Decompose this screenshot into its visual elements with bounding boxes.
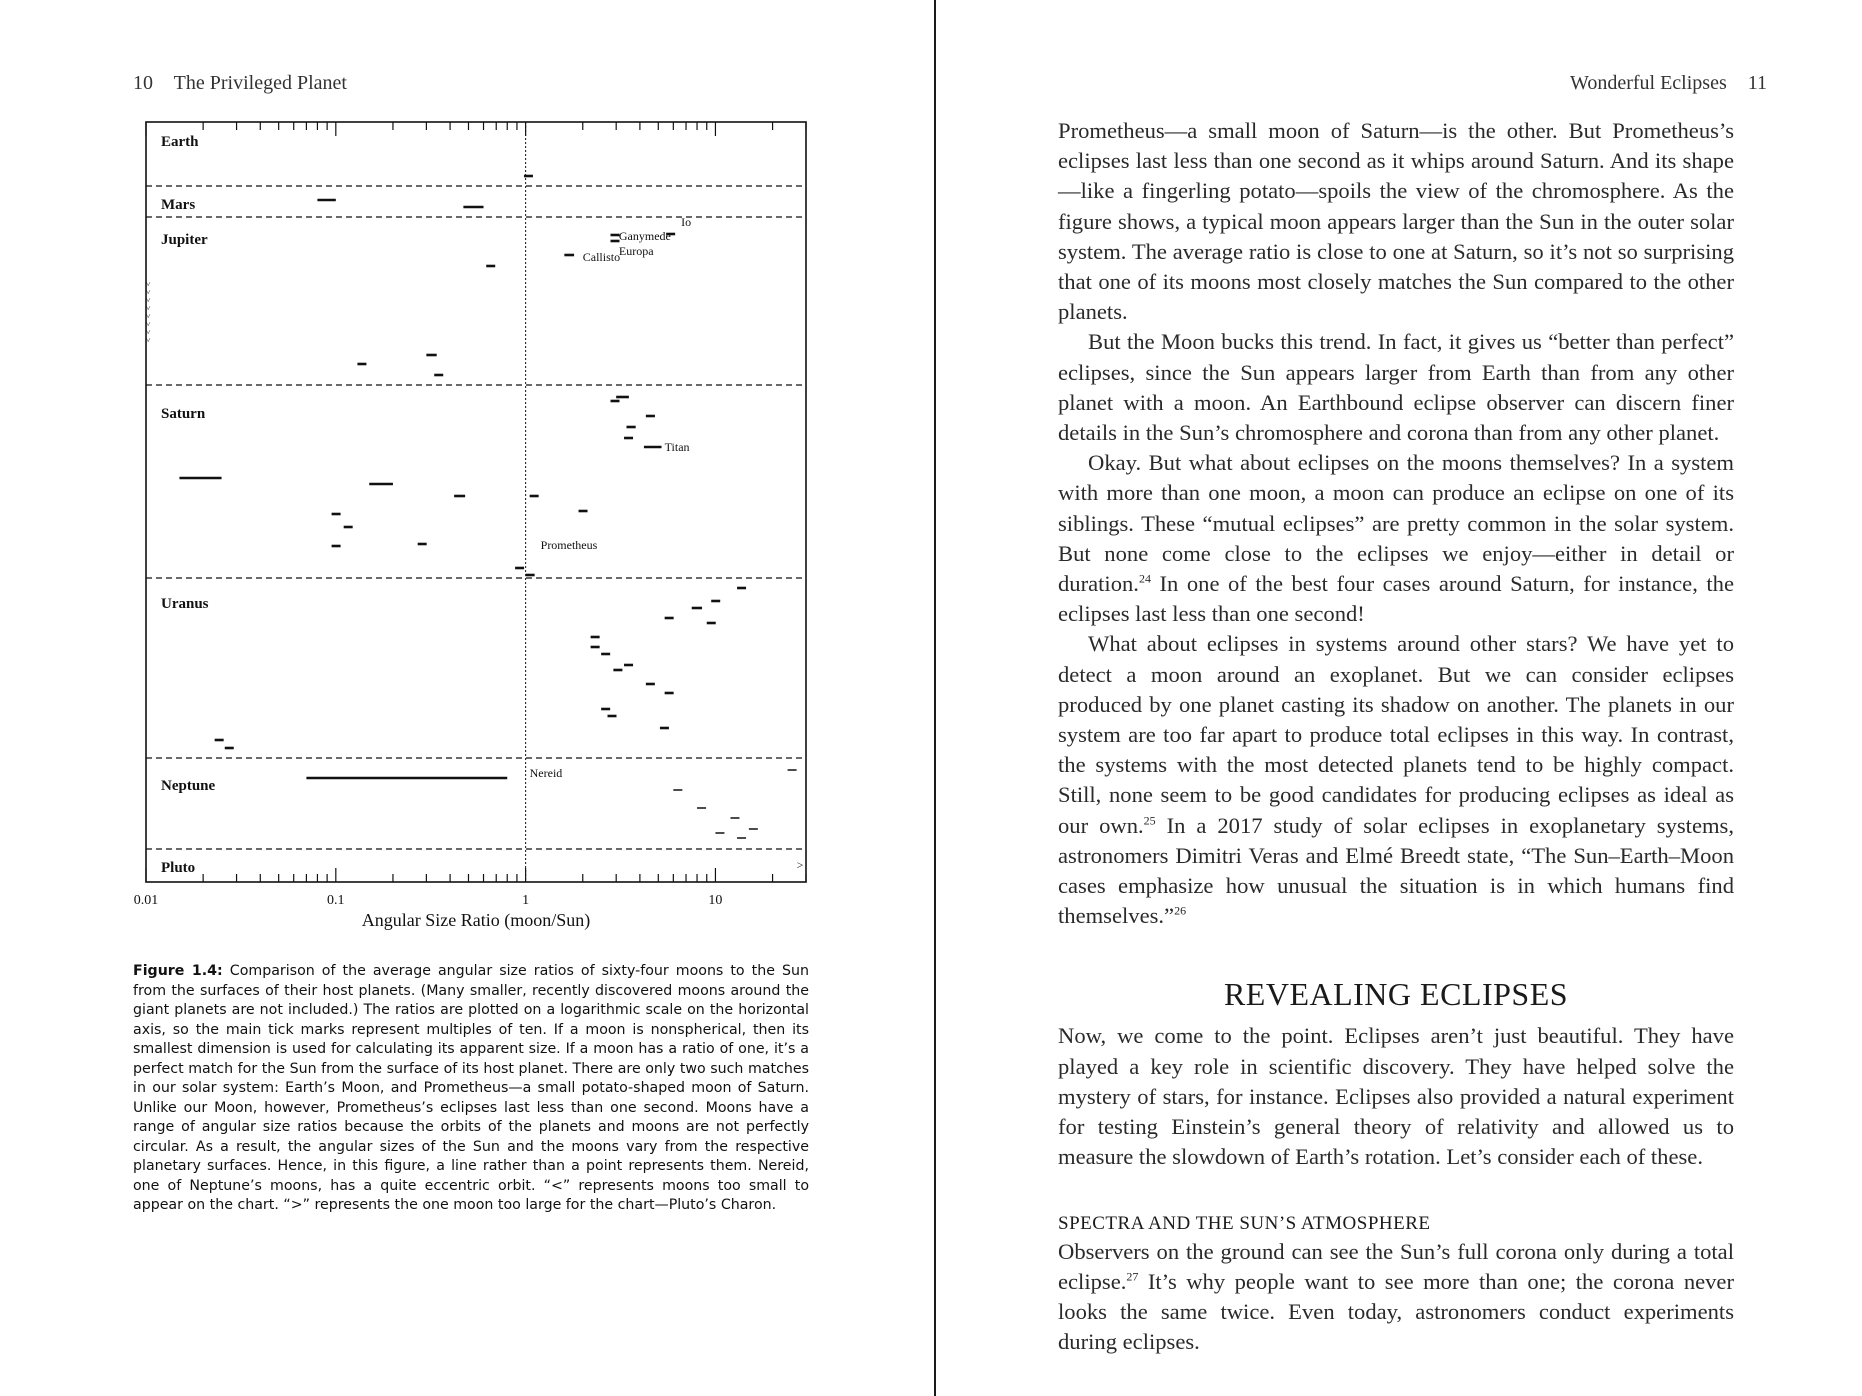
- figure-caption: [133, 962, 809, 1216]
- paragraph: [1058, 1021, 1734, 1172]
- panel-label-neptune: Neptune: [161, 778, 216, 794]
- paragraph: [1058, 448, 1734, 629]
- too-small-marker: <: [144, 289, 153, 295]
- moon-label-europa: Europa: [618, 244, 654, 258]
- caption-text: Comparison of the average angular size ratios of sixty-four moons to the Sun from the surfaces of their host planets. (Many smaller, recently discovered moons around the giant planets are not included.) The ratios are plotted on a logarithmic scale on the horizontal axis, so the main tick marks represent multiples of ten. If a moon is nonspherical, then its smallest dimension is used for calculating its apparent size. If a moon has a ratio of one, it’s a perfect match for the Sun from the surface of its host planet. There are only two such matches in our solar system: Earth’s Moon, and Prometheus—a small potato-shaped moon of Saturn. Unlike our Moon, however, Prometheus’s eclipses last less than one second. Moons have a range of angular size ratios because the orbits of the planets and moons are not perfectly circular. As a result, the angular sizes of the Sun and the moons vary from the respective planetary surfaces. Hence, in this figure, a line rather than a point represents them. Nereid, one of Neptune’s moons, has a quite eccentric orbit. “<” represents moons too small to appear on the chart. “>” represents the one moon too large for the chart—Pluto’s Charon.: [133, 963, 809, 1213]
- panel-label-earth: Earth: [161, 134, 199, 150]
- moon-label-nereid: Nereid: [529, 766, 563, 780]
- too-small-marker: <: [144, 313, 153, 319]
- right-page-number: 11: [1747, 72, 1767, 94]
- panel-label-uranus: Uranus: [161, 596, 209, 612]
- angular-size-chart: [130, 118, 830, 943]
- paragraph-text: Now, we come to the point. Eclipses aren’t just beautiful. They have played a key role in scientific discovery. They have helped solve the mystery of stars, for instance. Eclipses also provided a natural experiment for testing Einstein’s general theory of relativity and allowed us to measure the slowdown of Earth’s rotation. Let’s consider each of these.: [1058, 1023, 1734, 1170]
- x-axis-label: Angular Size Ratio (moon/Sun): [361, 910, 591, 930]
- paragraph-text: It’s why people want to see more than one; the corona never looks the same twice. Even today, astronomers conduct experiments during eclipses.: [1058, 1268, 1734, 1355]
- book-title: The Privileged Planet: [173, 72, 347, 94]
- plot-frame: [146, 122, 806, 882]
- x-tick-label: 0.1: [327, 893, 345, 908]
- moon-label-titan: Titan: [664, 440, 690, 454]
- chapter-title: Wonderful Eclipses: [1570, 72, 1727, 94]
- moon-label-prometheus: Prometheus: [540, 538, 598, 552]
- panel-label-saturn: Saturn: [161, 406, 206, 422]
- too-small-marker: <: [144, 321, 153, 327]
- paragraph-text: But the Moon bucks this trend. In fact, it gives us “better than perfect” eclipses, since the Sun appears larger from Earth than from any other planet with a moon. An Earthbound eclipse observer can discern finer details in the Sun’s chromosphere and corona than from any other planet.: [1058, 329, 1734, 446]
- paragraph: [1058, 1237, 1734, 1358]
- too-small-marker: <: [144, 329, 153, 335]
- caption-label: Figure 1.4:: [133, 963, 223, 979]
- paragraph: [1058, 327, 1734, 448]
- paragraph: [1058, 116, 1734, 327]
- too-small-marker: <: [144, 297, 153, 303]
- left-running-head: [133, 72, 347, 95]
- paragraph-text: In one of the best four cases around Saturn, for instance, the eclipses last less than one second!: [1058, 571, 1734, 627]
- moon-label-ganymede: Ganymede: [618, 229, 671, 243]
- moon-label-io: Io: [681, 215, 692, 229]
- too-small-marker: <: [144, 337, 153, 343]
- footnote-ref: 24: [1138, 571, 1151, 586]
- footnote-ref: 26: [1174, 903, 1187, 918]
- subsection-heading: SPECTRA AND THE SUN’S ATMOSPHERE: [1058, 1212, 1431, 1234]
- paragraph: [1058, 629, 1734, 931]
- x-tick-label: 10: [708, 893, 723, 908]
- right-running-head: [1570, 72, 1767, 95]
- moon-label-callisto: Callisto: [582, 250, 621, 264]
- book-spine: [934, 0, 936, 1396]
- too-small-marker: <: [144, 281, 153, 287]
- paragraph-text: What about eclipses in systems around other stars? We have yet to detect a moon around an exoplanet. But we can consider eclipses produced by one planet casting its shadow on another. The planets in our system are too far apart to produce total eclipses in this way. In contrast, the systems with the most detected planets tend to be highly compact. Still, none seem to be good candidates for producing eclipses as ideal as our own.: [1058, 631, 1734, 838]
- paragraph-text: Okay. But what about eclipses on the moons themselves? In a system with more than one moon, a moon can produce an eclipse on one of its siblings. These “mutual eclipses” are pretty common in the solar system. But none come close to the eclipses we enjoy—either in detail or duration.: [1058, 450, 1734, 597]
- x-tick-label: 0.01: [133, 893, 159, 908]
- chart-svg: [130, 118, 830, 938]
- too-small-marker: <: [144, 305, 153, 311]
- paragraph-text: Observers on the ground can see the Sun’s full corona only during a total eclipse.: [1058, 1238, 1734, 1294]
- footnote-ref: 27: [1126, 1269, 1139, 1284]
- section-heading: REVEALING ECLIPSES: [1223, 976, 1569, 1013]
- paragraph-text: Prometheus—a small moon of Saturn—is the other. But Prometheus’s eclipses last less than one second as it whips around Saturn. And its shape—like a fingerling potato—spoils the view of the chromosphere. As the figure shows, a typical moon appears larger than the Sun in the outer solar system. The average ratio is close to one at Saturn, so it’s not so surprising that one of its moons most closely matches the Sun compared to the other planets.: [1058, 118, 1734, 325]
- panel-label-jupiter: Jupiter: [161, 232, 208, 248]
- left-page-number: 10: [133, 72, 153, 94]
- panel-label-mars: Mars: [161, 197, 196, 213]
- paragraph-text: In a 2017 study of solar eclipses in exoplanetary systems, astronomers Dimitri Veras and Elmé Breedt state, “The Sun–Earth–Moon cases emphasize how unusual the situation is in which humans find themselves.”: [1058, 812, 1734, 929]
- too-large-marker: >: [796, 858, 804, 872]
- body-text: [1058, 116, 1734, 1357]
- footnote-ref: 25: [1143, 813, 1156, 828]
- panel-label-pluto: Pluto: [161, 860, 196, 876]
- x-tick-label: 1: [522, 893, 530, 908]
